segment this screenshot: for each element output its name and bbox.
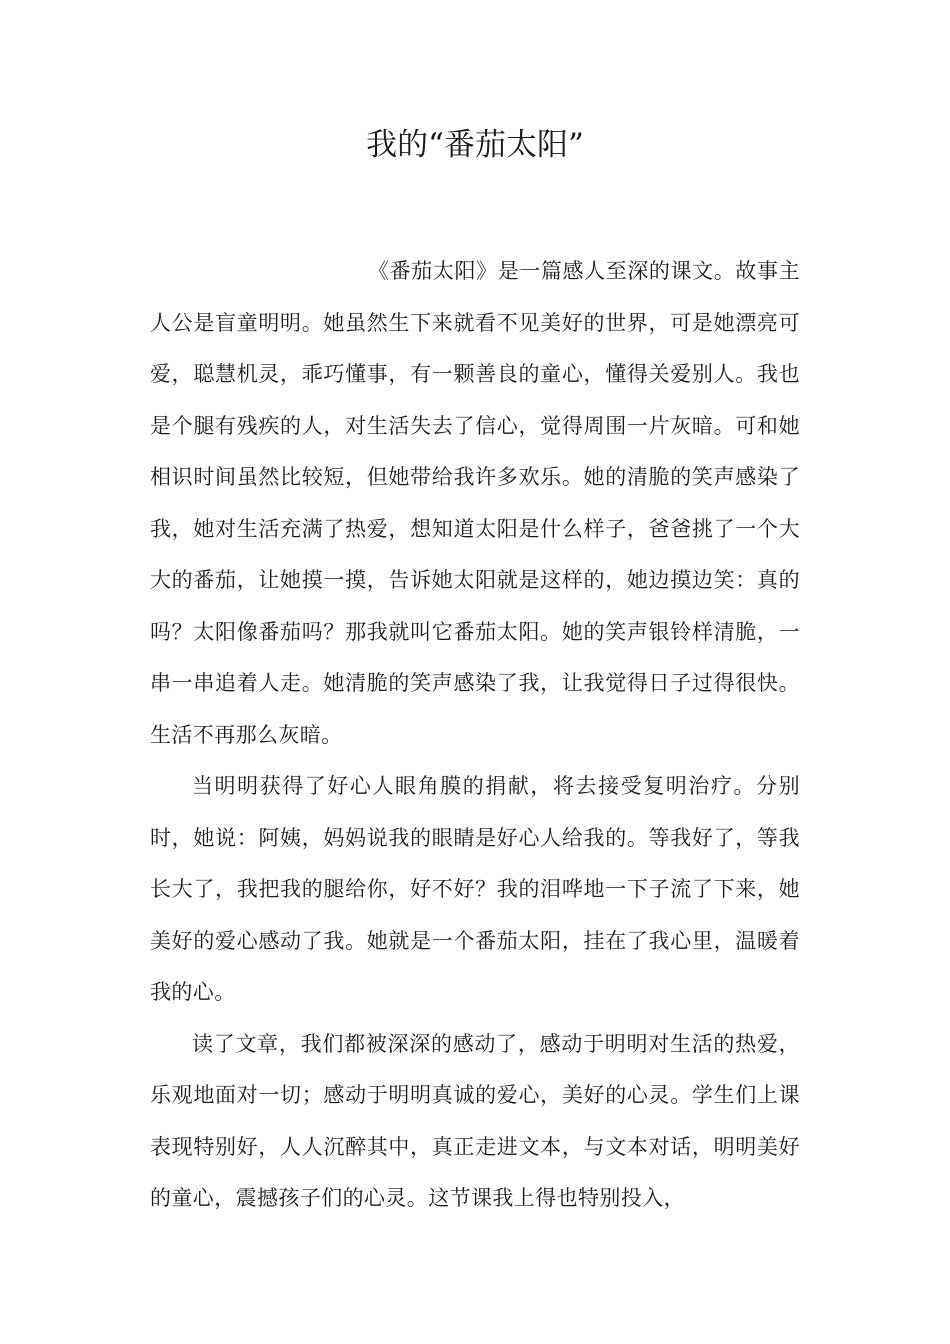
paragraph-2: 当明明获得了好心人眼角膜的捐献，将去接受复明治疗。分别时，她说：阿姨，妈妈说我的眼睛是好心人给我的。等我好了，等我长大了，我把我的腿给你，好不好？我的泪哗地一下子流了下来，她美好的爱心感动了我。她就是一个番茄太阳，挂在了我心里，温暖着我的心。 [150,774,800,1004]
document-body [150,246,800,1225]
document-title: 我的“番茄太阳” [366,127,584,163]
paragraph-1: 《番茄太阳》是一篇感人至深的课文。故事主人公是盲童明明。她虽然生下来就看不见美好的世界，可是她漂亮可爱，聪慧机灵，乖巧懂事，有一颗善良的童心，懂得关爱别人。我也是个腿有残疾的人，对生活失去了信心，觉得周围一片灰暗。可和她相识时间虽然比较短，但她带给我许多欢乐。她的清脆的笑声感染了我，她对生活充满了热爱，想知道太阳是什么样子，爸爸挑了一个大大的番茄，让她摸一摸，告诉她太阳就是这样的，她边摸边笑：真的吗？太阳像番茄吗？那我就叫它番茄太阳。她的笑声银铃样清脆，一串一串追着人走。她清脆的笑声感染了我，让我觉得日子过得很快。生活不再那么灰暗。 [150,259,800,747]
paragraph-3: 读了文章，我们都被深深的感动了，感动于明明对生活的热爱，乐观地面对一切；感动于明明真诚的爱心，美好的心灵。学生们上课表现特别好，人人沉醉其中，真正走进文本，与文本对话，明明美好的童心，震撼孩子们的心灵。这节课我上得也特别投入， [150,1031,800,1210]
